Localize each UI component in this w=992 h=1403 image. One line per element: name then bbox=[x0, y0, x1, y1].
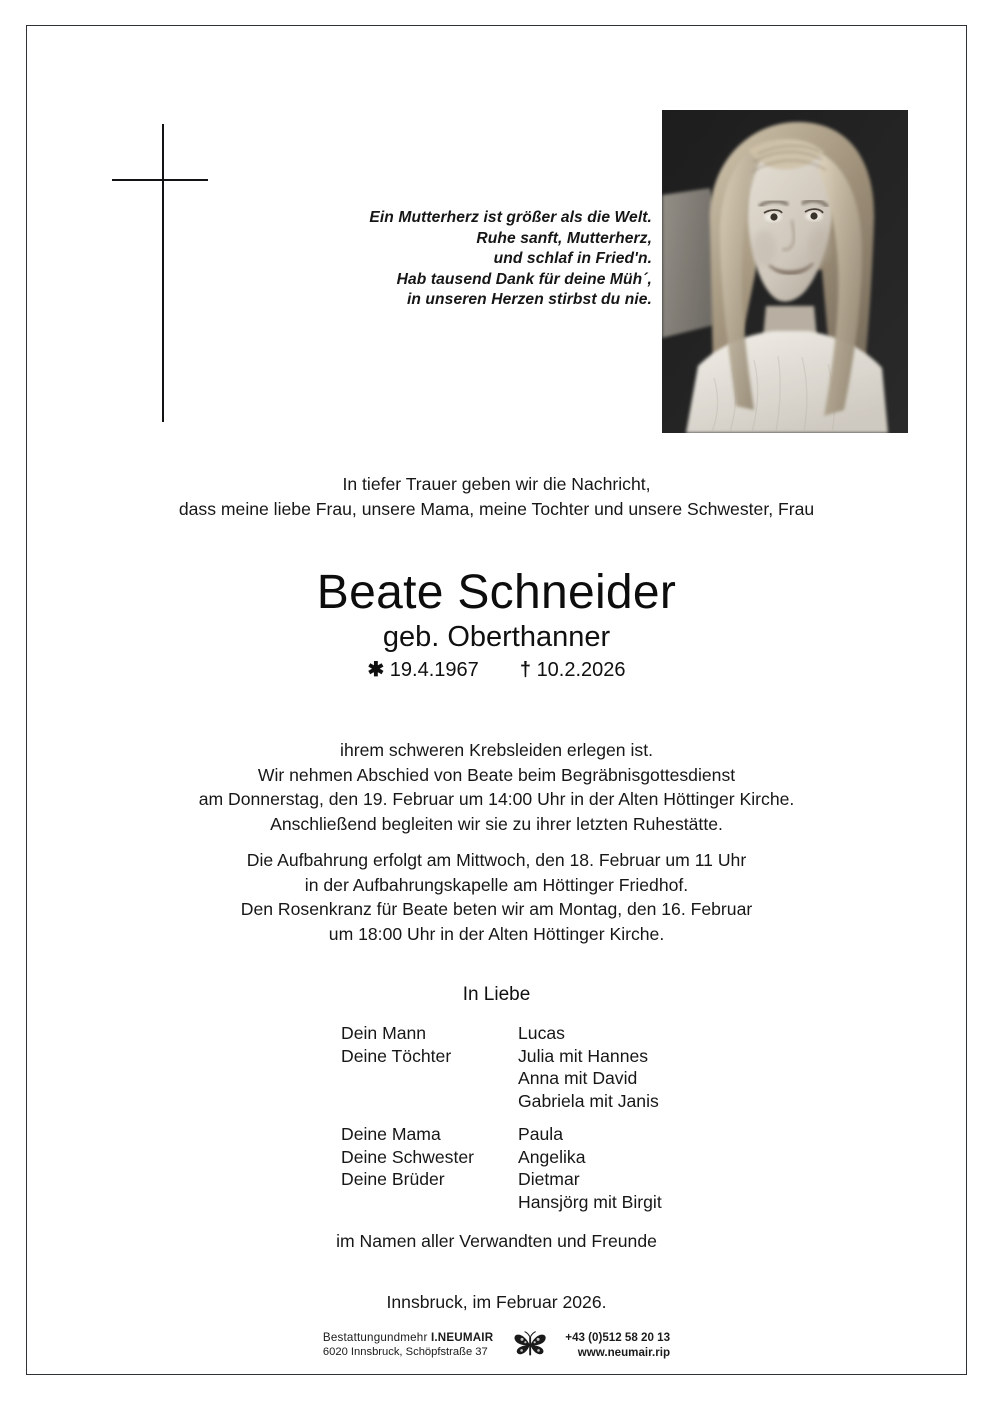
family-name: Lucas bbox=[518, 1023, 565, 1043]
death-cross-icon: † bbox=[519, 659, 531, 681]
paragraph-line: Die Aufbahrung erfolgt am Mittwoch, den 18. Februar um 11 Uhr bbox=[246, 850, 747, 870]
poem-line: Ruhe sanft, Mutterherz, bbox=[476, 229, 652, 247]
paragraph-line: Den Rosenkranz für Beate beten wir am Montag, den 16. Februar bbox=[240, 899, 753, 919]
deceased-maiden-name: geb. Oberthanner bbox=[382, 621, 611, 653]
poem-line: Ein Mutterherz ist größer als die Welt. bbox=[369, 209, 652, 226]
memorial-poem bbox=[300, 208, 652, 311]
cross-stem bbox=[162, 124, 164, 422]
footer-company-name: Bestattungundmehr bbox=[322, 1331, 428, 1344]
family-relation bbox=[341, 1191, 518, 1214]
family-row bbox=[341, 1123, 741, 1146]
family-name: Anna mit David bbox=[518, 1068, 638, 1088]
family-relation: Deine Brüder bbox=[341, 1169, 445, 1189]
family-heading: In Liebe bbox=[462, 984, 531, 1005]
announcement-text bbox=[26, 472, 967, 522]
announcement-line: In tiefer Trauer geben wir die Nachricht, bbox=[342, 474, 651, 494]
family-row-spacer bbox=[341, 1112, 741, 1123]
poem-line: und schlaf in Fried'n. bbox=[493, 250, 652, 268]
footer-company-brand: I.NEUMAIR bbox=[430, 1331, 494, 1344]
family-row bbox=[341, 1090, 741, 1113]
family-row bbox=[341, 1022, 741, 1045]
paragraph-line: am Donnerstag, den 19. Februar um 14:00 Uhr in der Alten Höttinger Kirche. bbox=[198, 789, 795, 809]
family-relation: Deine Mama bbox=[341, 1124, 441, 1144]
footer-address: 6020 Innsbruck, Schöpfstraße 37 bbox=[322, 1346, 488, 1358]
family-name: Paula bbox=[518, 1124, 563, 1144]
footer-contact-block bbox=[565, 1330, 670, 1360]
family-name: Dietmar bbox=[518, 1169, 580, 1189]
footer-company-line bbox=[323, 1330, 493, 1345]
family-name: Hansjörg mit Birgit bbox=[518, 1191, 662, 1212]
paragraph-line: um 18:00 Uhr in der Alten Höttinger Kirche. bbox=[328, 923, 665, 944]
family-relation bbox=[341, 1090, 518, 1113]
family-row bbox=[341, 1168, 741, 1191]
deceased-name: Beate Schneider bbox=[316, 566, 677, 619]
place-and-date: Innsbruck, im Februar 2026. bbox=[386, 1292, 607, 1312]
family-name: Gabriela mit Janis bbox=[518, 1090, 659, 1111]
paragraph-line: Wir nehmen Abschied von Beate beim Begräbnisgottesdienst bbox=[257, 764, 736, 785]
family-relation: Deine Schwester bbox=[341, 1146, 474, 1167]
paragraph-line: in der Aufbahrungskapelle am Höttinger Friedhof. bbox=[304, 874, 689, 895]
family-list bbox=[341, 1022, 741, 1213]
birth-date: 19.4.1967 bbox=[389, 659, 479, 681]
footer-company-block bbox=[323, 1330, 493, 1360]
laying-out-paragraph bbox=[26, 848, 967, 946]
family-relation: Deine Töchter bbox=[341, 1045, 452, 1066]
family-name: Angelika bbox=[518, 1146, 586, 1167]
family-name: Julia mit Hannes bbox=[518, 1045, 649, 1066]
butterfly-icon bbox=[513, 1330, 547, 1360]
funeral-home-footer bbox=[26, 1330, 967, 1360]
paragraph-line: Anschließend begleiten wir sie zu ihrer letzten Ruhestätte. bbox=[270, 813, 723, 834]
funeral-service-paragraph bbox=[26, 738, 967, 836]
family-row bbox=[341, 1045, 741, 1068]
announcement-line: dass meine liebe Frau, unsere Mama, meine Tochter und unsere Schwester, Frau bbox=[178, 499, 815, 519]
family-relation: Dein Mann bbox=[341, 1023, 427, 1043]
cross-bar bbox=[112, 179, 208, 181]
footer-phone: +43 (0)512 58 20 13 bbox=[565, 1331, 671, 1344]
birth-star-icon: ✱ bbox=[367, 659, 385, 681]
portrait-photo bbox=[662, 110, 908, 433]
family-row bbox=[341, 1146, 741, 1169]
deceased-name-block bbox=[26, 565, 967, 684]
closing-text: im Namen aller Verwandten und Freunde bbox=[336, 1231, 657, 1251]
deceased-dates bbox=[26, 656, 967, 684]
footer-website[interactable]: www.neumair.rip bbox=[577, 1346, 671, 1359]
paragraph-line: ihrem schweren Krebsleiden erlegen ist. bbox=[340, 740, 653, 760]
family-row bbox=[341, 1067, 741, 1090]
poem-line: in unseren Herzen stirbst du nie. bbox=[406, 291, 652, 309]
poem-line: Hab tausend Dank für deine Müh´, bbox=[396, 270, 652, 288]
family-row bbox=[341, 1191, 741, 1214]
death-date: 10.2.2026 bbox=[536, 659, 626, 681]
christian-cross-icon bbox=[112, 124, 208, 422]
family-relation bbox=[341, 1067, 518, 1090]
